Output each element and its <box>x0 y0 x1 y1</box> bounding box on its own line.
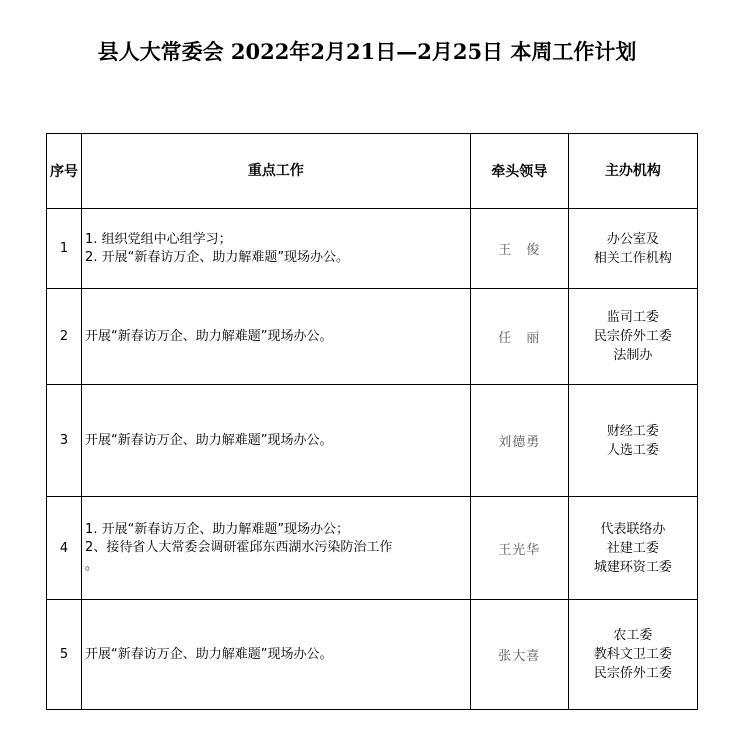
org-line: 人选工委 <box>606 442 659 458</box>
row-task <box>82 385 471 497</box>
header-leader: 牵头领导 <box>470 134 568 209</box>
work-plan-table <box>46 133 698 710</box>
row-no: 1 <box>47 209 82 289</box>
row-org <box>568 385 697 497</box>
task-line: 2. 开展“新春访万企、助力解难题”现场办公。 <box>85 249 350 265</box>
org-line: 办公室及 <box>606 231 659 247</box>
row-no: 5 <box>47 600 82 710</box>
header-task: 重点工作 <box>82 134 471 209</box>
org-line: 社建工委 <box>606 540 659 556</box>
row-leader: 王 俊 <box>470 209 568 289</box>
header-org: 主办机构 <box>568 134 697 209</box>
row-task <box>82 289 471 385</box>
org-line: 法制办 <box>613 348 653 363</box>
row-task <box>82 600 471 710</box>
row-org <box>568 497 697 600</box>
task-line: 。 <box>85 558 99 573</box>
row-no: 3 <box>47 385 82 497</box>
table-header-row <box>47 134 698 209</box>
org-line: 城建环资工委 <box>593 559 672 575</box>
org-line: 相关工作机构 <box>593 250 672 266</box>
row-leader: 张大喜 <box>470 600 568 710</box>
row-no: 4 <box>47 497 82 600</box>
org-line: 代表联络办 <box>600 521 666 537</box>
table-row <box>47 289 698 385</box>
row-org <box>568 289 697 385</box>
task-line: 1. 开展“新春访万企、助力解难题”现场办公； <box>85 522 350 537</box>
row-task <box>82 209 471 289</box>
org-line: 教科文卫工委 <box>593 647 672 662</box>
row-org <box>568 600 697 710</box>
row-leader: 刘德勇 <box>470 385 568 497</box>
page-title: 县人大常委会 2022年2月21日—2月25日 本周工作计划 <box>97 39 637 64</box>
table-row <box>47 497 698 600</box>
task-line: 2、接待省人大常委会调研霍邱东西湖水污染防治工作 <box>85 540 393 555</box>
table-row <box>47 385 698 497</box>
table-row <box>47 600 698 710</box>
task-line: 开展“新春访万企、助力解难题”现场办公。 <box>85 646 333 662</box>
task-line: 开展“新春访万企、助力解难题”现场办公。 <box>85 328 333 344</box>
header-no: 序号 <box>47 134 82 209</box>
org-line: 监司工委 <box>606 310 659 325</box>
row-org <box>568 209 697 289</box>
org-line: 民宗侨外工委 <box>593 666 672 681</box>
task-line: 1. 组织党组中心组学习； <box>85 231 232 247</box>
table-row <box>47 209 698 289</box>
row-no: 2 <box>47 289 82 385</box>
org-line: 财经工委 <box>606 423 659 439</box>
org-line: 民宗侨外工委 <box>593 329 672 344</box>
row-leader: 任 丽 <box>470 289 568 385</box>
row-leader: 王光华 <box>470 497 568 600</box>
org-line: 农工委 <box>613 628 653 643</box>
task-line: 开展“新春访万企、助力解难题”现场办公。 <box>85 432 333 448</box>
row-task <box>82 497 471 600</box>
